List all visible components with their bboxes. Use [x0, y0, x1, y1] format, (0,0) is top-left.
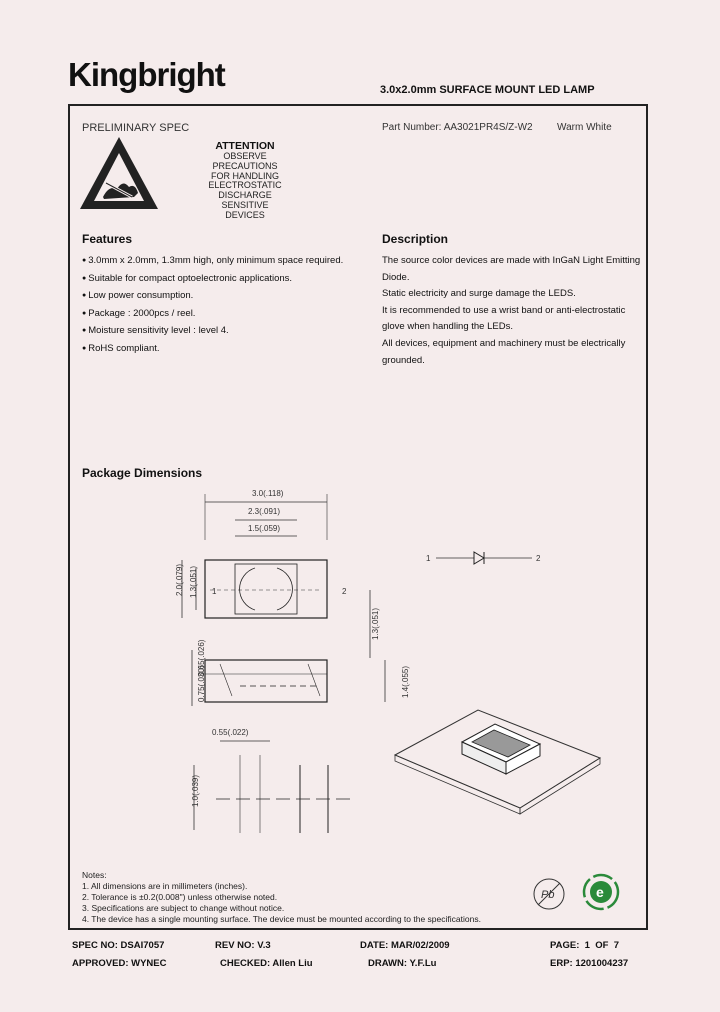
document-title: 3.0x2.0mm SURFACE MOUNT LED LAMP	[380, 84, 595, 96]
description-line: glove when handling the LEDs.	[382, 321, 513, 333]
circuit-pin-1: 1	[426, 554, 431, 563]
attention-line: SENSITIVE	[221, 199, 269, 210]
brand-logo: Kingbright	[68, 56, 225, 93]
dim-pad-2: 0.75(.030)	[197, 665, 206, 702]
dim-bottom: 0.55(.022)	[212, 728, 249, 737]
revision-number: REV NO: V.3	[215, 940, 271, 951]
note-line: 4. The device has a single mounting surface. The device must be mounted according to the specifications.	[82, 914, 481, 924]
description-line: It is recommended to use a wrist band or anti-electrostatic	[382, 304, 626, 316]
document-date: DATE: MAR/02/2009	[360, 940, 450, 951]
page-number: PAGE: 1 OF 7	[550, 940, 619, 951]
description-heading: Description	[382, 232, 449, 246]
description-line: Diode.	[382, 271, 410, 283]
attention-notice	[190, 140, 300, 221]
approved-by: APPROVED: WYNEC	[72, 958, 167, 969]
dim-inner-1: 2.3(.091)	[248, 507, 281, 516]
pb-label: Pb	[541, 889, 555, 901]
package-side-view	[180, 639, 410, 720]
spec-status: PRELIMINARY SPEC	[82, 122, 190, 134]
attention-line: FOR HANDLING	[210, 170, 279, 181]
diode-circuit-symbol	[424, 548, 554, 568]
pb-free-icon	[532, 877, 566, 911]
emitting-color: Warm White	[557, 122, 612, 133]
e-label: e	[596, 884, 604, 900]
dim-height: 1.3(.051)	[371, 607, 380, 640]
drawn-by: DRAWN: Y.F.Lu	[368, 958, 437, 969]
package-bottom-view	[180, 725, 380, 835]
dim-top-width: 3.0(.118)	[252, 489, 284, 498]
pin-1-label: 1	[212, 587, 217, 596]
erp-number: ERP: 1201004237	[550, 958, 629, 969]
list-item: ● 3.0mm x 2.0mm, 1.3mm high, only minimum space required.	[82, 253, 372, 271]
spec-number: SPEC NO: DSAI7057	[72, 940, 165, 951]
dim-side-inner: 1.3(.051)	[189, 565, 198, 598]
attention-title: ATTENTION	[215, 140, 275, 152]
esd-warning-icon	[78, 135, 160, 211]
list-item: ● RoHS compliant.	[82, 341, 372, 359]
dim-inner-2: 1.5(.059)	[248, 524, 281, 533]
features-list	[82, 253, 372, 359]
list-item: ● Moisture sensitivity level : level 4.	[82, 323, 372, 341]
description-line: All devices, equipment and machinery must be electrically	[382, 337, 626, 349]
dim-side-height: 2.0(.079)	[175, 563, 184, 596]
dim-pad-1: 0.65(.026)	[197, 639, 206, 676]
pin-2-label: 2	[342, 587, 347, 596]
attention-line: OBSERVE PRECAUTIONS	[212, 151, 278, 171]
circuit-pin-2: 2	[536, 554, 541, 563]
attention-line: ELECTROSTATIC	[208, 180, 282, 191]
note-line: 1. All dimensions are in millimeters (inches).	[82, 881, 248, 891]
note-line: 2. Tolerance is ±0.2(0.008") unless otherwise noted.	[82, 892, 278, 902]
dim-left-v: 1.0(.039)	[191, 774, 200, 807]
e-lead-free-icon	[582, 873, 620, 911]
description-line: Static electricity and surge damage the LEDS.	[382, 288, 576, 300]
notes-block	[82, 870, 481, 925]
package-top-view	[160, 480, 400, 640]
description-line: The source color devices are made with InGaN Light Emitting	[382, 255, 641, 266]
description-line: grounded.	[382, 354, 425, 366]
isometric-view	[390, 700, 630, 820]
dim-total-h: 1.4(.055)	[401, 665, 410, 698]
description-text	[382, 253, 652, 369]
checked-by: CHECKED: Allen Liu	[220, 958, 313, 969]
part-number: Part Number: AA3021PR4S/Z-W2	[382, 122, 533, 133]
attention-line: DEVICES	[225, 209, 265, 220]
notes-title: Notes:	[82, 870, 107, 880]
list-item: ● Package : 2000pcs / reel.	[82, 306, 372, 324]
features-heading: Features	[82, 232, 133, 246]
package-heading: Package Dimensions	[82, 466, 203, 480]
list-item: ● Low power consumption.	[82, 288, 372, 306]
attention-line: DISCHARGE	[218, 190, 272, 201]
list-item: ● Suitable for compact optoelectronic applications.	[82, 271, 372, 289]
note-line: 3. Specifications are subject to change without notice.	[82, 903, 285, 913]
